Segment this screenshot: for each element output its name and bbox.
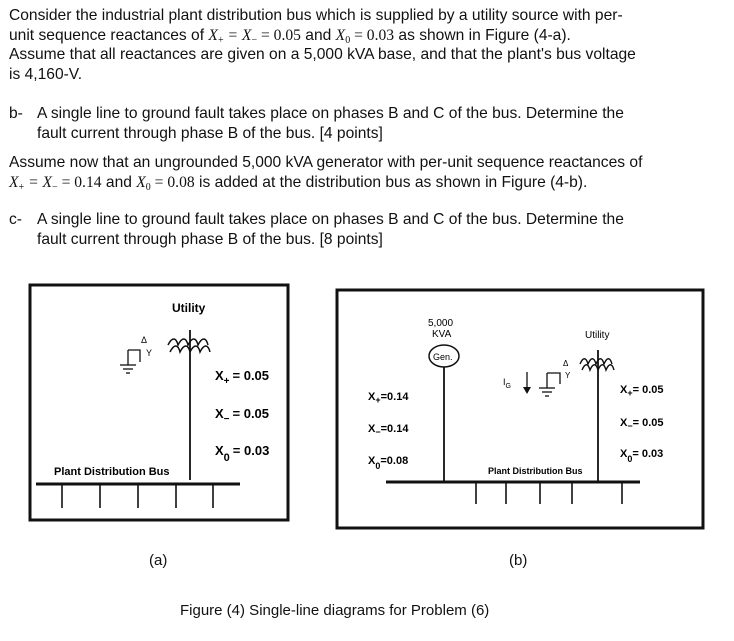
intro-line-1: Consider the industrial plant distribution bus which is supplied by a utility source with per- <box>9 7 623 24</box>
figure-b-utility-source-icon <box>580 359 612 364</box>
intro-line-4: is 4,160-V. <box>9 65 83 83</box>
figure-b-wye-label: Y <box>565 371 571 380</box>
figure-b-utility-label: Utility <box>585 330 610 341</box>
figure-b-gen-rating-2: KVA <box>432 329 452 340</box>
intro-line-2: unit sequence reactances of $X_+ = X_- = 0.05$ and $X_0 = 0.03$ as shown in Figure (4-a). <box>9 26 571 46</box>
figure-b-ground-icon <box>539 373 555 396</box>
question-c-label: c- <box>9 211 22 228</box>
figure-b-transformer-icon <box>547 373 560 384</box>
figure-a-x-zero: $X_0 = 0.03$ <box>215 443 270 464</box>
generator-equation-2: $X_0 = 0.08$ <box>136 173 195 193</box>
intro-line-3: Assume that all reactances are given on a 5,000 kVA base, and that the plant's bus voltage <box>9 46 636 63</box>
generator-line-1: Assume now that an ungrounded 5,000 kVA generator with per-unit sequence reactances of <box>9 154 643 171</box>
figure-b-util-x-zero: $X_0= 0.03$ <box>620 448 664 464</box>
figure-b-current-arrow-icon <box>523 372 531 394</box>
figure-caption: Figure (4) Single-line diagrams for Problem (6) <box>180 602 490 619</box>
figure-b-bus-label: Plant Distribution Bus <box>488 466 583 476</box>
figure-b-caption: (b) <box>509 552 528 569</box>
figure-a-utility-label: Utility <box>172 301 206 315</box>
figure-b-util-x-negative: $X_-= 0.05$ <box>620 417 664 431</box>
figure-a-bus-label: Plant Distribution Bus <box>54 466 170 478</box>
generator-equation-1: $X_+ = X_- = 0.14$ <box>9 173 102 193</box>
question-b-label: b- <box>9 105 23 122</box>
figure-b-bus-feeders <box>476 482 622 504</box>
generator-line-2: $X_+ = X_- = 0.14$ and $X_0 = 0.08$ is added at the distribution bus as shown in Figure (4-b). <box>9 173 588 193</box>
figure-a-x-negative: $X_- = 0.05$ <box>215 406 270 425</box>
figure-b-util-x-positive: $X_+= 0.05$ <box>620 384 664 398</box>
figure-a-caption: (a) <box>149 552 168 569</box>
figure-b-gen-rating-1: 5,000 <box>428 318 454 329</box>
figure-b-gen-label: Gen. <box>433 352 453 362</box>
figure-b-gen-x-positive: $X_+=0.14$ <box>368 391 409 405</box>
figure-a-x-positive: $X_+ = 0.05$ <box>215 368 270 387</box>
figure-b-frame <box>337 290 703 528</box>
question-c-text: A single line to ground fault takes place on phases B and C of the bus. Determine the fault current through phase B of the bus. [8 points] <box>37 211 624 248</box>
figure-b-delta-label: Δ <box>563 359 569 368</box>
question-b-text: A single line to ground fault takes place on phases B and C of the bus. Determine the fault current through phase B of the bus. [4 points] <box>37 105 624 142</box>
intro-equation-1: $X_+ = X_- = 0.05$ <box>208 26 301 46</box>
figure-a-delta-label: Δ <box>141 335 148 345</box>
figure-b-current-label: $I_G$ <box>503 377 511 390</box>
figure-b-gen-x-zero: $X_0=0.08$ <box>368 455 409 471</box>
figure-b-gen-x-negative: $X_-=0.14$ <box>368 423 409 437</box>
figure-a-wye-label: Y <box>146 348 153 358</box>
intro-equation-2: $X_0 = 0.03$ <box>335 26 395 46</box>
